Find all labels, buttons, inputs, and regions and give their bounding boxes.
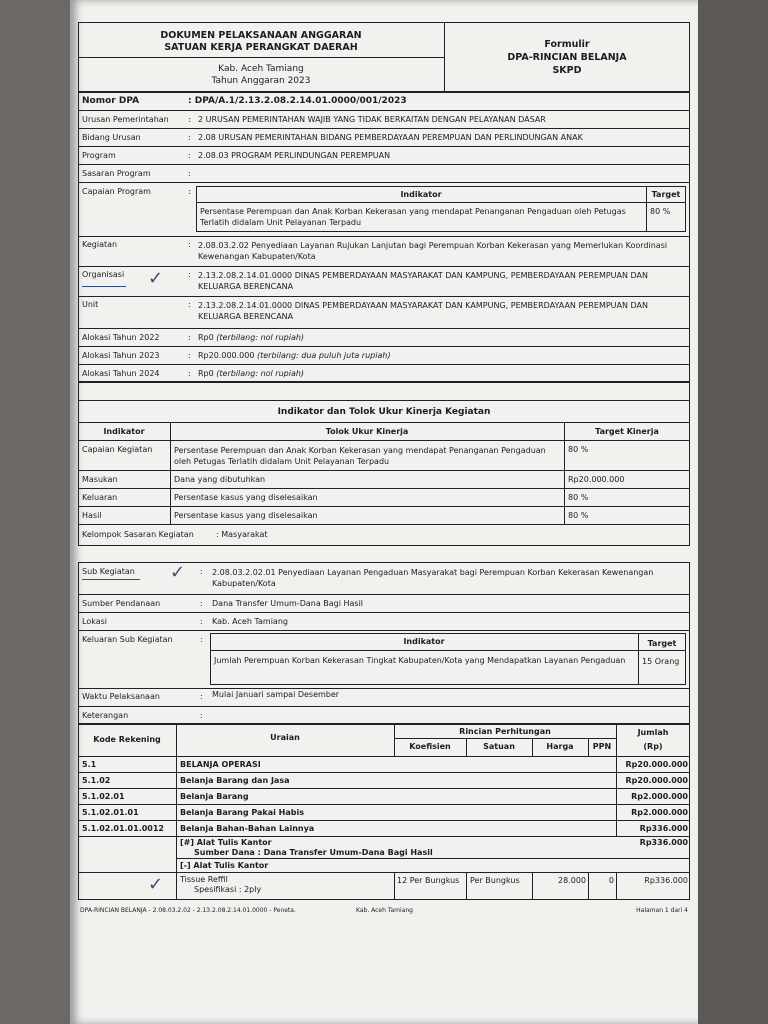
document-page — [70, 0, 698, 1024]
keterangan-label: Keterangan — [82, 711, 129, 720]
item-jumlah: Rp336.000 — [644, 876, 688, 885]
sub-kegiatan-value: 2.08.03.2.02.01 Penyediaan Layanan Pengaduan Masyarakat bagi Perempuan Korban Kekerasan Kewenangan Kabupaten/Kota — [212, 568, 654, 588]
item-satuan: Per Bungkus — [470, 876, 520, 885]
organisasi-label: Organisasi — [82, 270, 125, 279]
header-region: Kab. Aceh Tamiang — [218, 64, 304, 74]
waktu-value: Mulai Januari sampai Desember — [212, 690, 340, 699]
header-year: Tahun Anggaran 2023 — [211, 76, 311, 86]
uraian: Belanja Barang — [180, 792, 249, 801]
footer-left: DPA-RINCIAN BELANJA - 2.08.03.2.02 - 2.13.2.08.2.14.01.0000 - Peneta. — [80, 907, 296, 914]
col-satuan: Satuan — [483, 742, 515, 751]
jumlah: Rp336.000 — [639, 824, 688, 833]
header-title-2: SATUAN KERJA PERANGKAT DAERAH — [164, 42, 358, 53]
item-spec: Spesifikasi : 2ply — [194, 885, 262, 894]
colon: : — [188, 169, 191, 178]
kinerja-title: Indikator dan Tolok Ukur Kinerja Kegiatan — [277, 407, 491, 417]
waktu-label: Waktu Pelaksanaan — [82, 692, 160, 701]
kinerja-row-indikator: Hasil — [82, 511, 102, 520]
keluaran-head-indikator: Indikator — [403, 637, 445, 646]
kegiatan-label: Kegiatan — [82, 240, 118, 249]
capaian-label: Capaian Program — [82, 187, 151, 196]
capaian-target: 80 % — [650, 207, 671, 216]
alokasi-2022-value: Rp0 (terbilang: nol rupiah) — [198, 333, 305, 342]
keluaran-head-target: Target — [647, 639, 677, 648]
colon: : — [188, 351, 191, 360]
item-name: Tissue Reffil — [180, 875, 228, 884]
sub-group-title: [-] Alat Tulis Kantor — [180, 861, 269, 870]
organisasi-value: 2.13.2.08.2.14.01.0000 DINAS PEMBERDAYAAN MASYARAKAT DAN KAMPUNG, PEMBERDAYAAN PEREMPUAN DAN KELUARGA BERENCANA — [198, 271, 649, 291]
alokasi-2024-label: Alokasi Tahun 2024 — [82, 369, 160, 378]
colon: : — [200, 599, 203, 608]
col-jumlah: Jumlah — [637, 728, 669, 737]
kinerja-row-tolok: Persentase Perempuan dan Anak Korban Kekerasan yang mendapat Penanganan Pengaduan oleh Petugas Terlatih didalam Unit Pelayanan Terpadu — [174, 446, 546, 466]
unit-value: 2.13.2.08.2.14.01.0000 DINAS PEMBERDAYAAN MASYARAKAT DAN KAMPUNG, PEMBERDAYAAN PEREMPUAN DAN KELUARGA BERENCANA — [198, 301, 649, 321]
col-jumlah-unit: (Rp) — [643, 742, 663, 751]
capaian-head-indikator: Indikator — [400, 190, 442, 199]
kode-rekening: 5.1.02 — [82, 776, 111, 785]
program-value: 2.08.03 PROGRAM PERLINDUNGAN PEREMPUAN — [198, 151, 391, 160]
col-uraian: Uraian — [270, 733, 300, 742]
checkmark-icon: ✓ — [148, 268, 164, 289]
kode-rekening: 5.1.02.01.01.0012 — [82, 824, 164, 833]
kinerja-row-tolok: Dana yang dibutuhkan — [174, 475, 266, 484]
kinerja-row-target: 80 % — [568, 445, 589, 454]
kinerja-row-indikator: Masukan — [82, 475, 118, 484]
group-title: [#] Alat Tulis Kantor — [180, 838, 272, 847]
bidang-value: 2.08 URUSAN PEMERINTAHAN BIDANG PEMBERDAYAAN PEREMPUAN DAN PERLINDUNGAN ANAK — [198, 133, 583, 142]
capaian-indikator: Persentase Perempuan dan Anak Korban Kekerasan yang mendapat Penanganan Pengaduan oleh Petugas Terlatih didalam Unit Pelayanan Terpadu — [200, 207, 626, 227]
background-left — [0, 0, 70, 1024]
jumlah: Rp2.000.000 — [631, 792, 688, 801]
colon: : — [200, 692, 203, 701]
colon: : — [188, 115, 191, 124]
footer-center: Kab. Aceh Tamiang — [356, 907, 413, 914]
group-sumber: Sumber Dana : Dana Transfer Umum-Dana Bagi Hasil — [194, 848, 433, 857]
kinerja-row-indikator: Keluaran — [82, 493, 118, 502]
uraian: Belanja Barang dan Jasa — [180, 776, 290, 785]
kinerja-head-target: Target Kinerja — [595, 427, 659, 436]
kinerja-head-tolok: Tolok Ukur Kinerja — [325, 427, 409, 436]
checkmark-icon: ✓ — [170, 562, 186, 583]
col-harga: Harga — [546, 742, 574, 751]
keluaran-target: 15 Orang — [642, 657, 680, 666]
checkmark-icon: ✓ — [148, 874, 164, 895]
sasaran-label: Sasaran Program — [82, 169, 151, 178]
item-ppn: 0 — [608, 876, 614, 885]
lokasi-value: Kab. Aceh Tamiang — [212, 617, 288, 626]
kelompok-value: : Masyarakat — [216, 530, 268, 539]
kinerja-row-target: 80 % — [568, 493, 589, 502]
keluaran-label: Keluaran Sub Kegiatan — [82, 635, 173, 644]
footer-page: Halaman 1 dari 4 — [636, 907, 688, 914]
lokasi-label: Lokasi — [82, 617, 107, 626]
kode-rekening: 5.1.02.01 — [82, 792, 125, 801]
colon: : — [188, 270, 191, 279]
alokasi-2024-value: Rp0 (terbilang: nol rupiah) — [198, 369, 305, 378]
uraian: Belanja Bahan-Bahan Lainnya — [180, 824, 315, 833]
kinerja-row-tolok: Persentase kasus yang diselesaikan — [174, 511, 318, 520]
jumlah: Rp20.000.000 — [625, 760, 688, 769]
nomor-dpa-label: Nomor DPA — [82, 96, 140, 106]
kinerja-row-target: Rp20.000.000 — [568, 475, 625, 484]
kinerja-row-indikator: Capaian Kegiatan — [82, 445, 153, 454]
item-harga: 28.000 — [558, 876, 586, 885]
form-skpd: SKPD — [552, 65, 582, 76]
colon: : — [188, 300, 191, 309]
alokasi-2023-value: Rp20.000.000 (terbilang: dua puluh juta rupiah) — [198, 351, 391, 360]
kelompok-label: Kelompok Sasaran Kegiatan — [82, 530, 194, 539]
colon: : — [188, 133, 191, 142]
colon: : — [200, 635, 203, 644]
background-right — [698, 0, 768, 1024]
sumber-label: Sumber Pendanaan — [82, 599, 161, 608]
col-kode-rekening: Kode Rekening — [93, 735, 161, 744]
kode-rekening: 5.1 — [82, 760, 97, 769]
item-koefisien: 12 Per Bungkus — [397, 876, 460, 885]
header-title-1: DOKUMEN PELAKSANAAN ANGGARAN — [160, 30, 362, 41]
unit-label: Unit — [82, 300, 99, 309]
bidang-label: Bidang Urusan — [82, 133, 141, 142]
col-rincian-perhitungan: Rincian Perhitungan — [459, 727, 551, 736]
kegiatan-value: 2.08.03.2.02 Penyediaan Layanan Rujukan Lanjutan bagi Perempuan Korban Kekerasan yang Memerlukan Koordinasi Kewenangan Kabupaten/Kota — [198, 241, 668, 261]
colon: : — [200, 567, 203, 576]
colon: : — [200, 711, 203, 720]
col-ppn: PPN — [592, 742, 612, 751]
col-koefisien: Koefisien — [409, 742, 451, 751]
jumlah: Rp2.000.000 — [631, 808, 688, 817]
uraian: BELANJA OPERASI — [180, 760, 261, 769]
urusan-label: Urusan Pemerintahan — [82, 115, 169, 124]
form-name: DPA-RINCIAN BELANJA — [507, 52, 627, 63]
urusan-value: 2 URUSAN PEMERINTAHAN WAJIB YANG TIDAK BERKAITAN DENGAN PELAYANAN DASAR — [198, 115, 546, 124]
program-label: Program — [82, 151, 116, 160]
pen-underline — [82, 286, 126, 287]
colon: : — [188, 151, 191, 160]
kinerja-head-indikator: Indikator — [103, 427, 145, 436]
jumlah: Rp20.000.000 — [625, 776, 688, 785]
pen-underline — [82, 579, 140, 580]
alokasi-2023-label: Alokasi Tahun 2023 — [82, 351, 160, 360]
form-label: Formulir — [544, 39, 590, 50]
colon: : — [188, 240, 191, 249]
colon: : — [188, 333, 191, 342]
colon: : — [200, 617, 203, 626]
alokasi-2022-label: Alokasi Tahun 2022 — [82, 333, 160, 342]
sumber-value: Dana Transfer Umum-Dana Bagi Hasil — [212, 599, 364, 608]
uraian: Belanja Barang Pakai Habis — [180, 808, 304, 817]
kinerja-row-tolok: Persentase kasus yang diselesaikan — [174, 493, 318, 502]
group-jumlah: Rp336.000 — [639, 838, 688, 847]
colon: : — [188, 369, 191, 378]
keluaran-indikator: Jumlah Perempuan Korban Kekerasan Tingkat Kabupaten/Kota yang Mendapatkan Layanan Pengaduan — [214, 656, 626, 665]
colon: : — [188, 187, 191, 196]
kode-rekening: 5.1.02.01.01 — [82, 808, 139, 817]
capaian-head-target: Target — [651, 190, 681, 199]
sub-kegiatan-label: Sub Kegiatan — [82, 567, 135, 576]
nomor-dpa-value: : DPA/A.1/2.13.2.08.2.14.01.0000/001/2023 — [188, 96, 407, 106]
kinerja-row-target: 80 % — [568, 511, 589, 520]
